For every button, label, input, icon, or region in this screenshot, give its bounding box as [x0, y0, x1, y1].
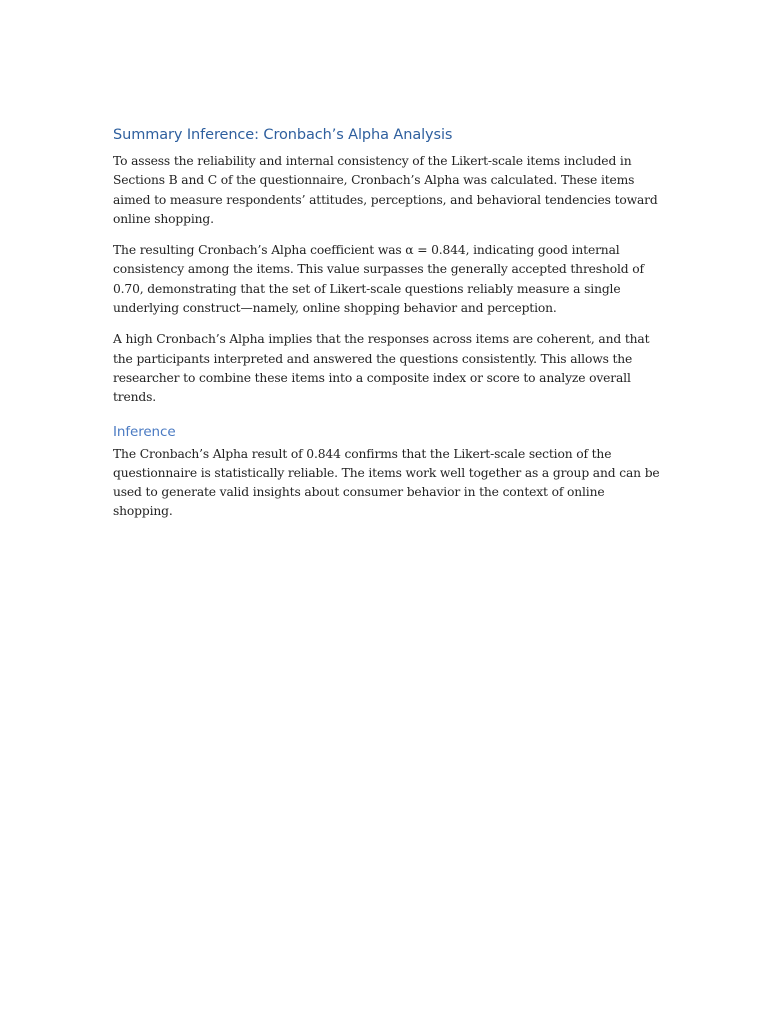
document-title: Summary Inference: Cronbach’s Alpha Analysis [113, 127, 453, 143]
inference-heading: Inference [113, 423, 176, 440]
paragraph-alpha-result: The resulting Cronbach’s Alpha coefficient was α = 0.844, indicating good internal consistency among the items. This value surpasses the generally accepted threshold of 0.70, demonstrating that the set of Likert-scale questions reliably measure a single underlying construct—namely, online shopping behavior and perception. [113, 243, 644, 316]
document-page [113, 124, 661, 534]
paragraph-reliability-intro: To assess the reliability and internal consistency of the Likert-scale items included in Sections B and C of the questionnaire, Cronbach’s Alpha was calculated. These items aimed to measure respondents’ attitudes, perceptions, and behavioral tendencies toward online shopping. [113, 154, 658, 226]
paragraph-alpha-implication: A high Cronbach’s Alpha implies that the responses across items are coherent, and that the participants interpreted and answered the questions consistently. This allows the researcher to combine these items into a composite index or score to analyze overall trends. [113, 332, 650, 405]
paragraph-inference: The Cronbach’s Alpha result of 0.844 confirms that the Likert-scale section of the questionnaire is statistically reliable. The items work well together as a group and can be used to generate valid insights about consumer behavior in the context of online shopping. [113, 446, 660, 519]
